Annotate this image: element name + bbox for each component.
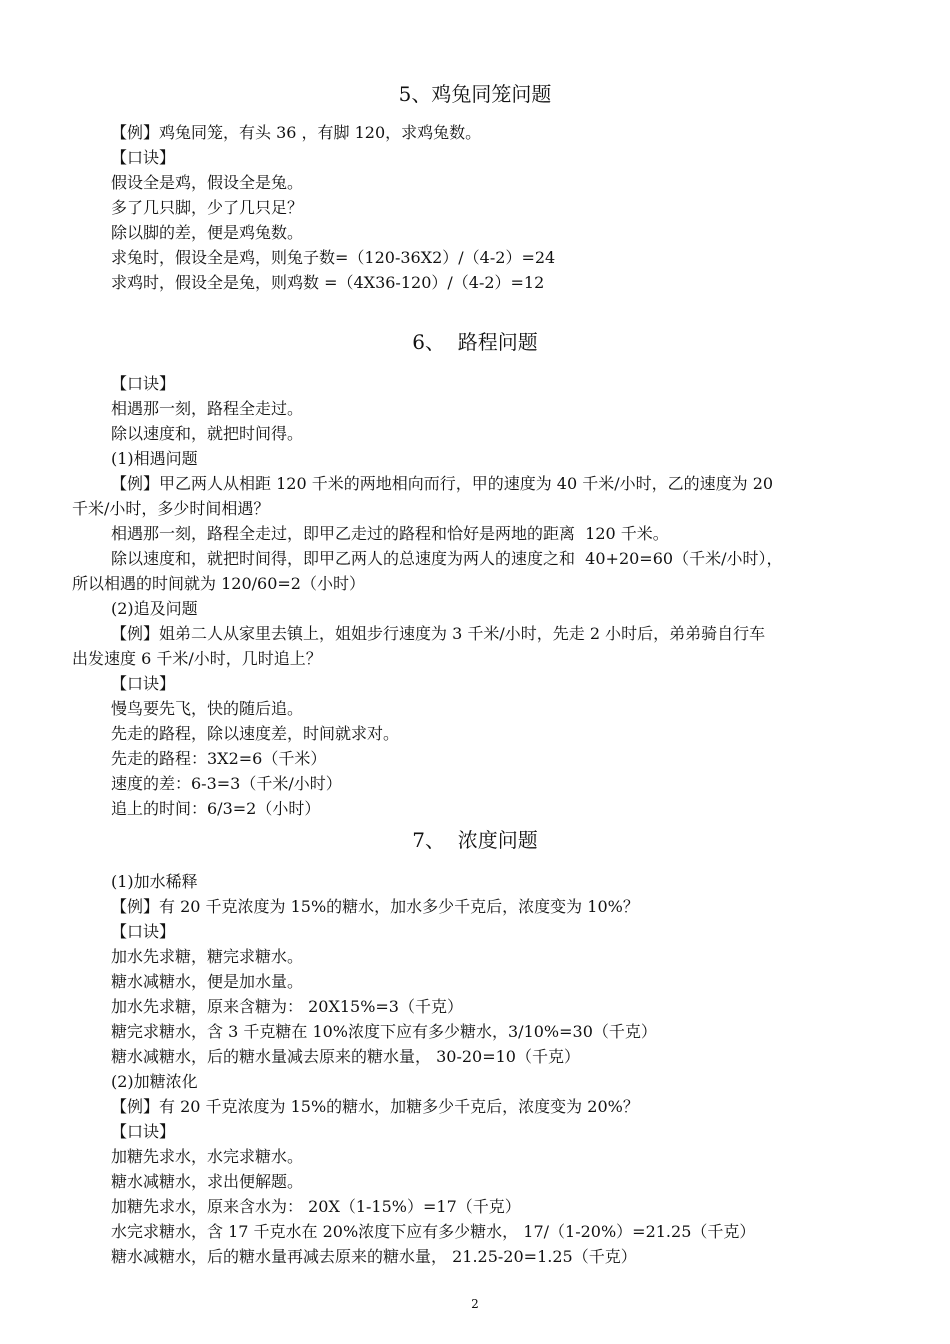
- text-line: 求鸡时，假设全是兔，则鸡数 =（4X36-120）/（4-2）=12: [111, 273, 545, 292]
- text-line: 【例】鸡兔同笼，有头 36 ，有脚 120，求鸡兔数。: [111, 123, 482, 142]
- section-heading: 7、 浓度问题: [412, 828, 538, 852]
- text-line: 千米/小时，多少时间相遇？: [72, 499, 270, 518]
- text-line: 加糖先求水，原来含水为： 20X（1-15%）=17（千克）: [111, 1197, 521, 1216]
- text-line: 糖水减糖水，后的糖水量减去原来的糖水量， 30-20=10（千克）: [111, 1047, 580, 1066]
- text-line: 【例】甲乙两人从相距 120 千米的两地相向而行，甲的速度为 40 千米/小时，乙的速度为 20: [111, 474, 774, 493]
- section-concentration: [0, 826, 950, 1269]
- text-line: 【口诀】: [111, 922, 176, 941]
- text-line: 糖完求糖水，含 3 千克糖在 10%浓度下应有多少糖水，3/10%=30（千克）: [111, 1022, 657, 1041]
- text-line: 【例】有 20 千克浓度为 15%的糖水，加糖多少千克后，浓度变为 20%？: [111, 1097, 639, 1116]
- text-line: 【口诀】: [111, 674, 176, 693]
- text-line: 先走的路程：3X2=6（千米）: [111, 749, 327, 768]
- text-line: (2)加糖浓化: [111, 1072, 198, 1091]
- text-line: 先走的路程，除以速度差，时间就求对。: [111, 724, 400, 743]
- text-line: 【例】有 20 千克浓度为 15%的糖水，加水多少千克后，浓度变为 10%？: [111, 897, 639, 916]
- text-line: 多了几只脚，少了几只足？: [111, 198, 304, 217]
- text-line: 除以速度和，就把时间得。: [111, 424, 304, 443]
- text-line: 出发速度 6 千米/小时，几时追上？: [72, 649, 322, 668]
- text-line: 慢鸟要先飞，快的随后追。: [111, 699, 304, 718]
- text-line: 【口诀】: [111, 374, 176, 393]
- text-line: 相遇那一刻，路程全走过，即甲乙走过的路程和恰好是两地的距离 120 千米。: [111, 524, 669, 543]
- section-distance: [0, 328, 950, 821]
- text-line: 除以脚的差，便是鸡兔数。: [111, 223, 304, 242]
- text-line: 【例】姐弟二人从家里去镇上，姐姐步行速度为 3 千米/小时，先走 2 小时后，弟弟骑自行车: [111, 624, 766, 643]
- text-line: (1)加水稀释: [111, 872, 198, 891]
- text-line: 追上的时间：6/3=2（小时）: [111, 799, 321, 818]
- section-chicken-rabbit: [0, 80, 950, 295]
- text-line: 速度的差：6-3=3（千米/小时）: [111, 774, 342, 793]
- text-line: (2)追及问题: [111, 599, 198, 618]
- text-line: (1)相遇问题: [111, 449, 198, 468]
- text-line: 糖水减糖水，便是加水量。: [111, 972, 304, 991]
- text-line: 加水先求糖，原来含糖为： 20X15%=3（千克）: [111, 997, 463, 1016]
- text-line: 水完求糖水，含 17 千克水在 20%浓度下应有多少糖水， 17/（1-20%）=21.25（千克）: [111, 1222, 756, 1241]
- text-line: 【口诀】: [111, 1122, 176, 1141]
- text-line: 所以相遇的时间就为 120/60=2（小时）: [72, 574, 365, 593]
- text-line: 糖水减糖水，求出便解题。: [111, 1172, 304, 1191]
- section-heading: 6、 路程问题: [412, 330, 538, 354]
- text-line: 【口诀】: [111, 148, 176, 167]
- text-line: 假设全是鸡，假设全是兔。: [111, 173, 304, 192]
- text-line: 加水先求糖，糖完求糖水。: [111, 947, 304, 966]
- text-line: 加糖先求水，水完求糖水。: [111, 1147, 304, 1166]
- page-number: 2: [471, 1297, 479, 1311]
- section-heading: 5、鸡兔同笼问题: [398, 82, 552, 106]
- text-line: 除以速度和，就把时间得，即甲乙两人的总速度为两人的速度之和 40+20=60（千米/小时），: [111, 549, 783, 568]
- text-line: 求兔时，假设全是鸡，则兔子数=（120-36X2）/（4-2）=24: [111, 248, 556, 267]
- text-line: 相遇那一刻，路程全走过。: [111, 399, 304, 418]
- text-line: 糖水减糖水，后的糖水量再减去原来的糖水量， 21.25-20=1.25（千克）: [111, 1247, 637, 1266]
